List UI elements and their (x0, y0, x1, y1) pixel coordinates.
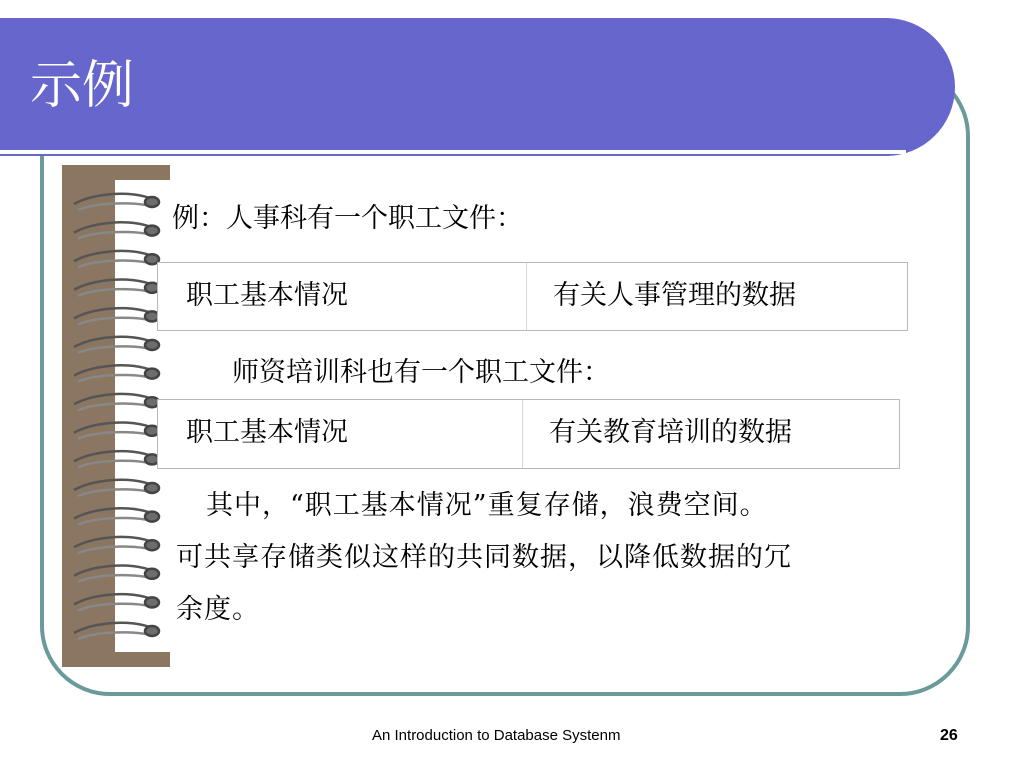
paragraph-line: 余度。 (176, 594, 260, 625)
binding-hole (145, 197, 159, 207)
paragraph-line: 可共享存储类似这样的共同数据，以降低数据的冗 (176, 542, 792, 573)
binding-ring (78, 547, 152, 554)
binding-ring (78, 318, 152, 325)
intro-text: 例：人事科有一个职工文件： (172, 203, 523, 234)
table2-cell-training: 有关教育培训的数据 (522, 400, 899, 468)
binding-hole (145, 597, 159, 607)
table1-cell-basic: 职工基本情况 (186, 280, 348, 311)
binding-ring (78, 489, 152, 496)
employee-file-table-2 (157, 399, 900, 469)
binding-hole (145, 626, 159, 636)
conclusion-paragraph (176, 480, 956, 636)
intro2-text: 师资培训科也有一个职工文件： (232, 357, 610, 388)
binding-ring (78, 346, 152, 353)
binding-ring (78, 604, 152, 611)
binding-ring (78, 261, 152, 268)
binding-ring (78, 203, 152, 210)
paragraph-line (176, 480, 956, 532)
title-underline (0, 150, 906, 154)
table2-cell-basic: 职工基本情况 (186, 417, 348, 448)
binding-hole (145, 569, 159, 579)
binding-hole (145, 369, 159, 379)
title-bar (0, 18, 955, 156)
binding-hole (145, 340, 159, 350)
binding-ring (78, 375, 152, 382)
binding-hole (145, 483, 159, 493)
table1-cell-personnel: 有关人事管理的数据 (526, 263, 907, 330)
binding-ring (78, 461, 152, 468)
footer-title: An Introduction to Database Systenm (372, 727, 621, 744)
binding-hole (145, 226, 159, 236)
paragraph-line-text: 其中，“职工基本情况”重复存储，浪费空间。 (206, 490, 768, 521)
spiral-binding-icon (72, 186, 164, 646)
binding-hole (145, 540, 159, 550)
binding-ring (78, 404, 152, 411)
slide-title: 示例 (30, 56, 135, 116)
binding-hole (145, 512, 159, 522)
binding-ring (78, 289, 152, 296)
page-number: 26 (940, 727, 958, 744)
binding-ring (78, 575, 152, 582)
binding-ring (78, 632, 152, 639)
binding-ring (78, 232, 152, 239)
binding-ring (78, 432, 152, 439)
employee-file-table-1 (157, 262, 908, 331)
binding-ring (78, 518, 152, 525)
